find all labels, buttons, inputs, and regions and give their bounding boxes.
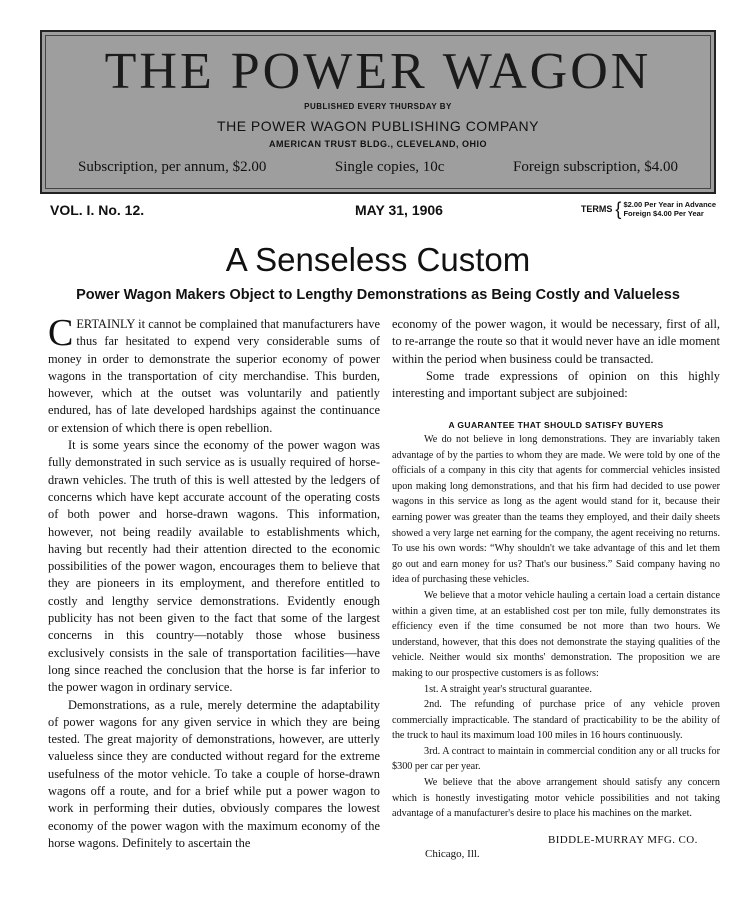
foreign-subscription-price: Foreign subscription, $4.00 bbox=[513, 159, 678, 175]
paragraph-1 bbox=[48, 312, 380, 437]
published-line: PUBLISHED EVERY THURSDAY BY bbox=[304, 102, 452, 111]
article-headline: A Senseless Custom bbox=[225, 241, 531, 278]
article-subheadline: Power Wagon Makers Object to Lengthy Demonstrations as Being Costly and Valueless bbox=[76, 287, 680, 303]
drop-cap: C bbox=[48, 312, 74, 354]
single-copy-price: Single copies, 10c bbox=[334, 159, 445, 175]
subscription-price: Subscription, per annum, $2.00 bbox=[78, 159, 267, 175]
terms-line-domestic: $2.00 Per Year in Advance bbox=[623, 200, 716, 209]
letter-heading: A GUARANTEE THAT SHOULD SATISFY BUYERS bbox=[448, 420, 664, 430]
terms-brace-icon: { bbox=[615, 199, 622, 219]
article-column-right bbox=[392, 316, 720, 402]
paragraph-4: Some trade expressions of opinion on this highly interesting and important subject are subjoined: bbox=[392, 368, 720, 401]
newspaper-title: THE POWER WAGON bbox=[104, 43, 652, 100]
issue-date: MAY 31, 1906 bbox=[355, 202, 443, 218]
terms-label: TERMS bbox=[580, 204, 613, 214]
terms-block bbox=[581, 200, 716, 218]
letter-paragraph: We do not believe in long demonstrations. They are invariably taken advantage of by the parties to whom they are made. We were told by one of the officials of a company in this city that agents for commercial vehicles insisted upon making long demonstrations, and that his firm had decided to use power wagons in this service as long as the agent would stand for it, because their earning power was greater than the teams they employed, and their daily sheets showed a very large net earning for the company, the agent receiving no returns. To use his own words: “Why shouldn't we take advantage of this and let them go out and earn money for us? That's our business.” Said company having no idea of purchasing these vehicles. bbox=[392, 434, 720, 586]
terms-lines bbox=[623, 200, 716, 218]
publisher-name: THE POWER WAGON PUBLISHING COMPANY bbox=[217, 118, 539, 134]
subscription-row bbox=[78, 159, 678, 176]
letter-body bbox=[392, 432, 720, 822]
paragraph-2: It is some years since the economy of the power wagon was fully demonstrated in such service as is usually required of horse-drawn vehicles. The truth of this is well attested by the ledgers of concerns which have kept accurate account of the operating costs of both power and horse-drawn wagons. This information, however, not being readily available to establishments which, having but recently had their attention directed to the economic possibilities of the power wagon, encourages them to believe that they are pioneers in its employment, and therefore entitled to costly and lengthy service demonstrations. Evidently enough publicity has not been given to the fact that some of the largest concerns in this country—notably those whose business exclusively consists in the sale of transportation facilities—have long since reached the conclusion that the horse is far inferior to the power wagon in ordinary service. bbox=[48, 438, 380, 695]
masthead bbox=[40, 30, 716, 194]
letter-signature: BIDDLE-MURRAY MFG. CO. bbox=[548, 834, 698, 846]
letter-city: Chicago, Ill. bbox=[425, 848, 480, 860]
letter-paragraph: 1st. A straight year's structural guarantee. bbox=[424, 683, 592, 695]
terms-line-foreign: Foreign $4.00 Per Year bbox=[623, 209, 704, 218]
issue-info-row bbox=[50, 199, 716, 222]
letter-paragraph: 2nd. The refunding of purchase price of any vehicle proven commercially impracticable. The standard of practicability to be the ability of the truck to haul its maximum load 100 miles in 16 hours continuously. bbox=[392, 699, 720, 742]
article-column-left bbox=[48, 312, 380, 852]
letter-paragraph: We believe that the above arrangement should satisfy any concern which is honestly investigating motor vehicle possibilities and not taking advantage of a manufacturer's desire to place his machines on the market. bbox=[392, 777, 720, 820]
publisher-address: AMERICAN TRUST BLDG., CLEVELAND, OHIO bbox=[269, 139, 487, 149]
paragraph-3-continued: economy of the power wagon, it would be necessary, first of all, to re-arrange the route so that it would never have an idle moment within the period when business could be transacted. bbox=[392, 317, 720, 366]
paragraph-3: Demonstrations, as a rule, merely determine the adaptability of power wagons for any given service in which they are being tested. The great majority of demonstrations, however, are utterly valueless since they are conducted without regard for the extreme usefulness of the motor vehicle. To take a couple of horse-drawn wagons off a route, and for a brief while put a power wagon to work in performing their duties, obviously compares the lowest economy of the power wagon with the maximum economy of the horse wagons. Definitely to ascertain the bbox=[48, 697, 380, 850]
issue-volume: VOL. I. No. 12. bbox=[50, 202, 145, 218]
letter-paragraph: 3rd. A contract to maintain in commercial condition any or all trucks for $300 per car per year. bbox=[392, 745, 720, 773]
letter-paragraph: We believe that a motor vehicle hauling a certain load a certain distance within a given time, at an established cost per ton mile, fully demonstrates its efficiency even if the time consumed be not more than two hours. We understand, however, that this does not demonstrate the staying qualities of the vehicle. Neither would six months' demonstration. The proposition we are making to our prospective customers is as follows: bbox=[392, 589, 720, 679]
paragraph-1-text: ERTAINLY it cannot be complained that manufacturers have thus far hesitated to expend very considerable sums of money in order to demonstrate the superior economy of power wagons in the transportation of city merchandise. This burden, however, which at the outset was voluntarily and patiently endured, has of late developed hardships against the continuance or extension of which there is open rebellion. bbox=[48, 317, 380, 435]
